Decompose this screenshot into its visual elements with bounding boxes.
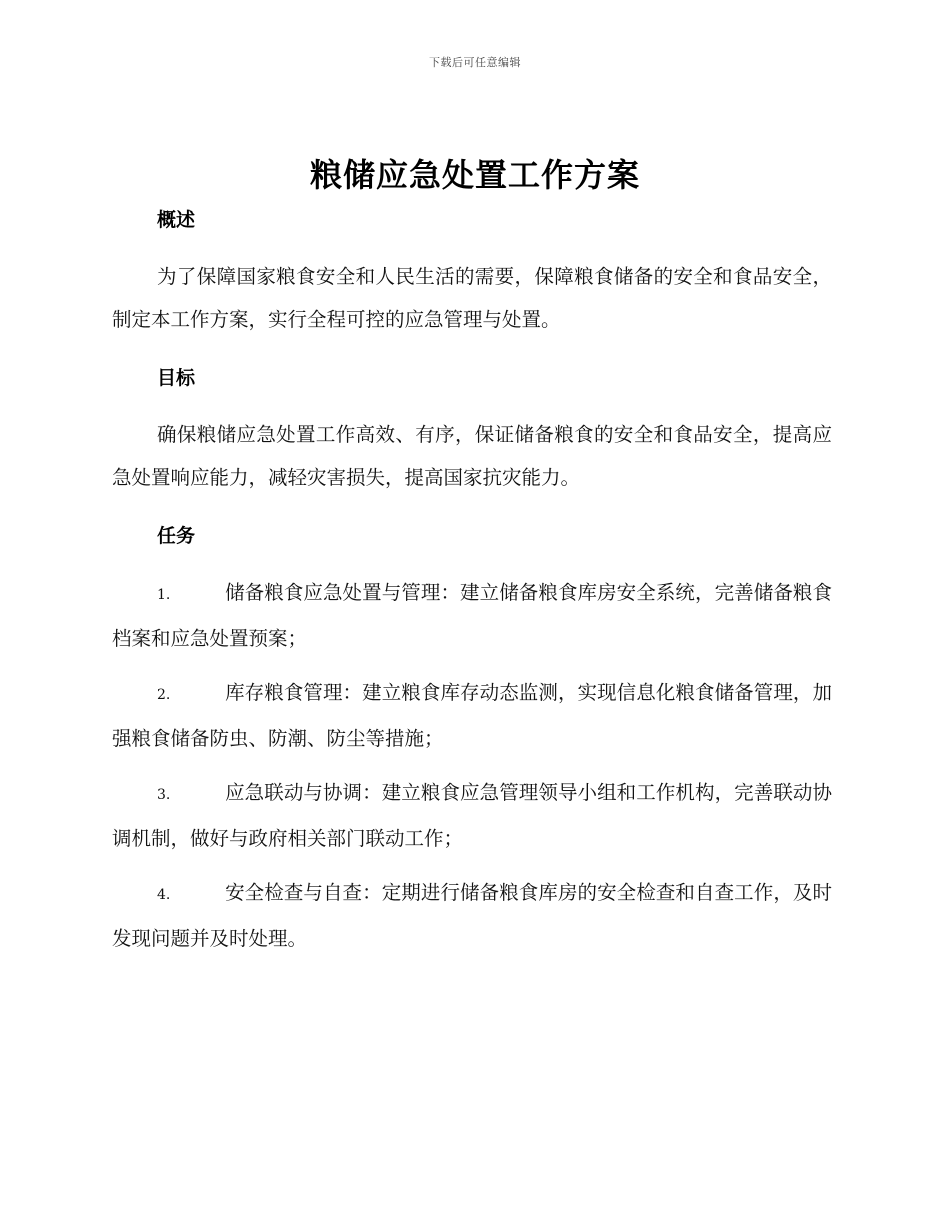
- section-heading-goal: 目标: [157, 367, 196, 389]
- document-body: [112, 203, 832, 960]
- overview-paragraph: 为了保障国家粮食安全和人民生活的需要，保障粮食储备的安全和食品安全，制定本工作方案，实行全程可控的应急管理与处置。: [112, 265, 832, 331]
- section-heading-overview: 概述: [157, 209, 196, 231]
- list-item: [112, 571, 832, 660]
- task-list: [112, 571, 832, 960]
- list-item-number: 3.: [157, 787, 171, 803]
- section-heading-tasks: 任务: [157, 525, 196, 547]
- list-item-number: 4.: [157, 887, 171, 903]
- goal-paragraph: 确保粮储应急处置工作高效、有序，保证储备粮食的安全和食品安全，提高应急处置响应能力，减轻灾害损失，提高国家抗灾能力。: [112, 423, 832, 489]
- list-item-number: 2.: [157, 687, 171, 703]
- list-item-text: 储备粮食应急处置与管理：建立储备粮食库房安全系统，完善储备粮食档案和应急处置预案；: [112, 581, 832, 650]
- list-item: [112, 671, 832, 760]
- page-header-note: 下载后可任意编辑: [429, 56, 521, 69]
- list-item: [112, 771, 832, 860]
- list-item: [112, 871, 832, 960]
- list-item-text: 库存粮食管理：建立粮食库存动态监测，实现信息化粮食储备管理，加强粮食储备防虫、防潮、防尘等措施；: [112, 681, 832, 750]
- list-item-text: 应急联动与协调：建立粮食应急管理领导小组和工作机构，完善联动协调机制，做好与政府相关部门联动工作；: [112, 781, 832, 850]
- list-item-text: 安全检查与自查：定期进行储备粮食库房的安全检查和自查工作，及时发现问题并及时处理。: [112, 881, 832, 950]
- document-title: 粮储应急处置工作方案: [309, 156, 640, 194]
- list-item-number: 1.: [157, 587, 171, 603]
